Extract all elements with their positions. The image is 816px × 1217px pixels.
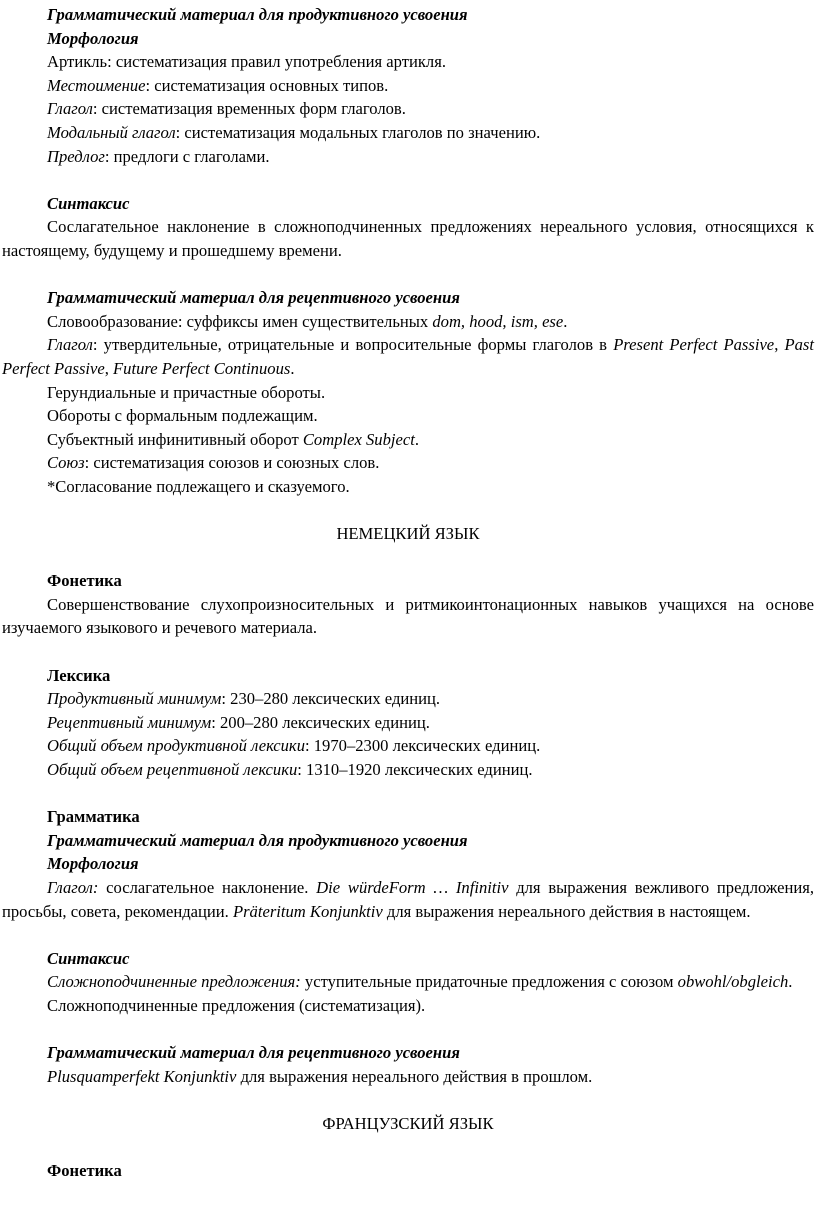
en-syntax-heading: Синтаксис — [47, 193, 130, 213]
en-article-line: Артикль: систематизация правил употребления артикля. — [47, 52, 446, 72]
en-gerund-line: Герундиальные и причастные обороты. — [47, 382, 326, 402]
de-phonetics-heading: Фонетика — [47, 571, 122, 591]
en-formal-subject-line: Обороты с формальным подлежащим. — [47, 406, 318, 426]
de-syntax-heading: Синтаксис — [47, 948, 130, 968]
de-receptive-line: Plusquamperfekt Konjunktiv для выражения нереального действия в прошлом. — [47, 1066, 593, 1086]
de-syntax-paragraph: Сложноподчиненные предложения: уступительные придаточные предложения с союзом obwohl/obgleich. — [47, 972, 793, 992]
spacer — [2, 498, 814, 522]
de-productive-heading: Грамматический материал для продуктивного усвоения — [47, 830, 468, 850]
de-lexis-line-1: Продуктивный минимум: 230–280 лексических единиц. — [47, 689, 441, 709]
en-preposition-line: Предлог: предлоги с глаголами. — [47, 146, 270, 166]
de-syntax-line-2: Сложноподчиненные предложения (систематизация). — [47, 995, 426, 1015]
en-modal-line: Модальный глагол: систематизация модальных глаголов по значению. — [47, 122, 541, 142]
en-conjunction-line: Союз: систематизация союзов и союзных слов. — [47, 453, 380, 473]
spacer — [2, 1018, 814, 1042]
spacer — [2, 546, 814, 570]
pronoun-term: Местоимение — [47, 75, 146, 95]
en-verb-line: Глагол: систематизация временных форм глаголов. — [47, 99, 406, 119]
spacer — [2, 923, 814, 947]
spacer — [2, 1088, 814, 1112]
spacer — [2, 782, 814, 806]
spacer — [2, 640, 814, 664]
de-lexis-line-2: Рецептивный минимум: 200–280 лексических единиц. — [47, 712, 430, 732]
de-phonetics-paragraph: Совершенствование слухопроизносительных и ритмикоинтонационных навыков учащихся на основе изучаемого языкового и речевого материала. — [2, 594, 814, 638]
french-title: ФРАНЦУЗСКИЙ ЯЗЫК — [322, 1113, 494, 1133]
en-agreement-line: *Согласование подлежащего и сказуемого. — [47, 476, 350, 496]
de-receptive-heading: Грамматический материал для рецептивного усвоения — [47, 1043, 460, 1063]
preposition-term: Предлог — [47, 146, 105, 166]
en-receptive-heading: Грамматический материал для рецептивного усвоения — [47, 288, 460, 308]
spacer — [2, 263, 814, 287]
en-verb-forms-paragraph: Глагол: утвердительные, отрицательные и вопросительные формы глаголов в Present Perfect Passive, Past Perfect Passive, Future Perfect Continuous. — [2, 335, 815, 378]
en-infinitive-line: Субъектный инфинитивный оборот Complex Subject. — [47, 429, 419, 449]
de-lexis-heading: Лексика — [47, 665, 111, 685]
de-lexis-line-4: Общий объем рецептивной лексики: 1310–1920 лексических единиц. — [47, 760, 533, 779]
en-syntax-paragraph: Сослагательное наклонение в сложноподчиненных предложениях нереального условия, относящихся к настоящему, будущему и прошедшему времени. — [2, 217, 814, 260]
de-morphology-heading: Морфология — [47, 854, 139, 874]
en-morphology-heading: Морфология — [47, 28, 139, 48]
modal-term: Модальный глагол — [47, 122, 176, 142]
de-verb-paragraph: Глагол: сослагательное наклонение. Die würdeForm … Infinitiv для выражения вежливого предложения, просьбы, совета, рекомендации. Präteritum Konjunktiv для выражения нереального действия в настоящем. — [2, 877, 815, 921]
verb-term: Глагол — [47, 99, 93, 119]
de-grammar-heading: Грамматика — [47, 807, 140, 827]
en-pronoun-line: Местоимение: систематизация основных типов. — [47, 75, 389, 95]
fr-phonetics-heading: Фонетика — [47, 1161, 122, 1181]
suffix-list: dom, hood, ism, ese — [432, 311, 564, 331]
spacer — [2, 1136, 814, 1160]
de-lexis-line-3: Общий объем продуктивной лексики: 1970–2300 лексических единиц. — [47, 736, 541, 756]
en-productive-heading: Грамматический материал для продуктивного усвоения — [47, 5, 468, 24]
en-wordformation-line: Словообразование: суффиксы имен существительных dom, hood, ism, ese. — [47, 311, 568, 331]
spacer — [2, 168, 814, 192]
german-title: НЕМЕЦКИЙ ЯЗЫК — [336, 524, 480, 544]
